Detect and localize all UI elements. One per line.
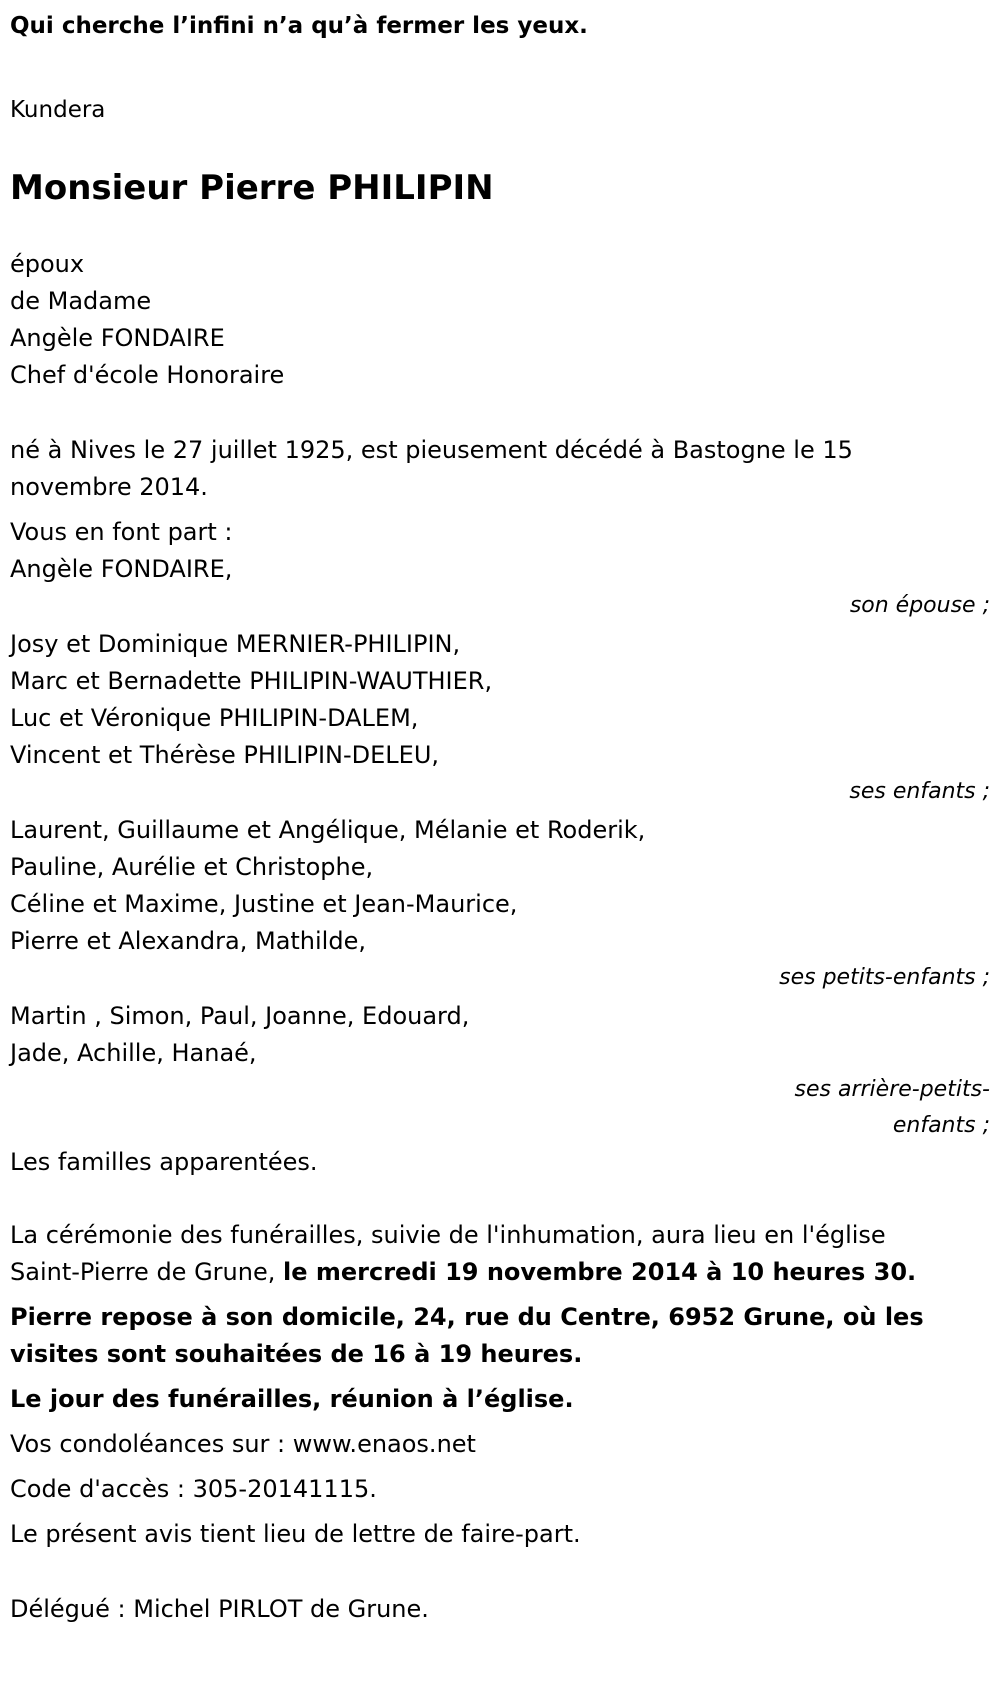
- condolences-info: Vos condoléances sur : www.enaos.net: [10, 1430, 476, 1458]
- repose-line: Pierre repose à son domicile, 24, rue du Centre, 6952 Grune, où les: [10, 1303, 924, 1331]
- related-families: Les familles apparentées.: [10, 1148, 318, 1176]
- group-name: Pierre et Alexandra, Mathilde,: [10, 927, 366, 955]
- group-name: Luc et Véronique PHILIPIN-DALEM,: [10, 704, 419, 732]
- group-name: Vincent et Thérèse PHILIPIN-DELEU,: [10, 741, 440, 769]
- birth-death-line: né à Nives le 27 juillet 1925, est pieusement décédé à Bastogne le 15: [10, 436, 853, 464]
- spouse-line: de Madame: [10, 287, 152, 315]
- group-name: Martin , Simon, Paul, Joanne, Edouard,: [10, 1002, 470, 1030]
- group-name: Josy et Dominique MERNIER-PHILIPIN,: [10, 630, 461, 658]
- group-name: Jade, Achille, Hanaé,: [10, 1039, 257, 1067]
- repose-info: [10, 1299, 990, 1373]
- ceremony-info: [10, 1217, 990, 1291]
- spouse-line: époux: [10, 250, 85, 278]
- ceremony-date: le mercredi 19 novembre 2014 à 10 heures 30.: [283, 1258, 917, 1286]
- deceased-name: Monsieur Pierre PHILIPIN: [10, 168, 494, 208]
- delegate-info: Délégué : Michel PIRLOT de Grune.: [10, 1595, 429, 1623]
- spouse-line: Angèle FONDAIRE: [10, 324, 225, 352]
- announcement-intro: Vous en font part :: [10, 518, 233, 546]
- group-name: Marc et Bernadette PHILIPIN-WAUTHIER,: [10, 667, 493, 695]
- notice-text: Le présent avis tient lieu de lettre de faire-part.: [10, 1520, 581, 1548]
- epigraph-quote: Qui cherche l’infini n’a qu’à fermer les yeux.: [10, 13, 588, 39]
- repose-line: visites sont souhaitées de 16 à 19 heures.: [10, 1340, 583, 1368]
- birth-death-line: novembre 2014.: [10, 473, 208, 501]
- group-name: Pauline, Aurélie et Christophe,: [10, 853, 374, 881]
- birth-death-info: [10, 432, 990, 506]
- obituary-notice: [10, 0, 990, 1628]
- group-role: ses arrière-petits-: [794, 1077, 990, 1102]
- epigraph-author: Kundera: [10, 97, 106, 123]
- spouse-line: Chef d'école Honoraire: [10, 361, 285, 389]
- group-name: Laurent, Guillaume et Angélique, Mélanie et Roderik,: [10, 816, 646, 844]
- ceremony-line: [10, 1254, 990, 1291]
- grandchildren-group: [10, 812, 990, 996]
- children-group: [10, 626, 990, 810]
- group-name: Céline et Maxime, Justine et Jean-Maurice,: [10, 890, 518, 918]
- ceremony-line: La cérémonie des funérailles, suivie de l'inhumation, aura lieu en l'église: [10, 1221, 886, 1249]
- group-role: ses petits-enfants ;: [779, 965, 990, 990]
- access-code: Code d'accès : 305-20141115.: [10, 1475, 377, 1503]
- ceremony-place: Saint-Pierre de Grune,: [10, 1258, 283, 1286]
- group-role: ses enfants ;: [849, 779, 990, 804]
- group-role: enfants ;: [892, 1113, 990, 1138]
- group-name: Angèle FONDAIRE,: [10, 555, 233, 583]
- spouse-info: [10, 246, 990, 394]
- group-role: son épouse ;: [849, 593, 990, 618]
- spouse-group: [10, 551, 990, 624]
- great-grandchildren-group: [10, 998, 990, 1144]
- meeting-info: Le jour des funérailles, réunion à l’église.: [10, 1385, 574, 1413]
